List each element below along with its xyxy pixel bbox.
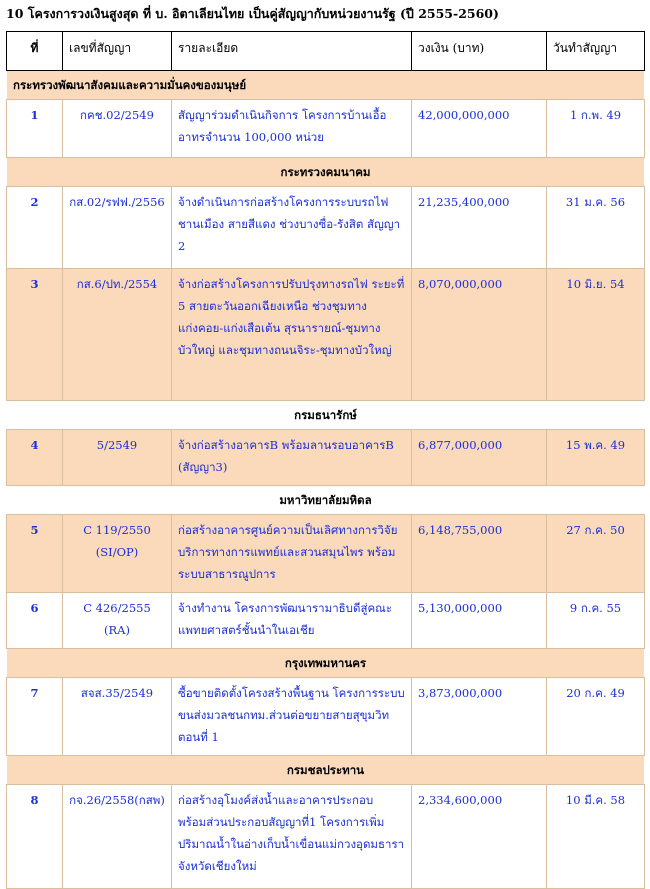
- table-row: [7, 187, 645, 269]
- row-number: 7: [7, 678, 63, 756]
- table-row: [7, 269, 645, 401]
- contract-date: 10 มิ.ย. 54: [547, 269, 645, 401]
- contract-detail: สัญญาร่วมดำเนินกิจการ โครงการบ้านเอื้ออาทรจำนวน 100,000 หน่วย: [172, 100, 412, 158]
- contract-date: 27 ก.ค. 50: [547, 515, 645, 593]
- column-header-amount: วงเงิน (บาท): [412, 32, 547, 71]
- contract-number: กคช.02/2549: [63, 100, 172, 158]
- group-row: [7, 401, 645, 430]
- page-title: 10 โครงการวงเงินสูงสุด ที่ บ. อิตาเลียนไทย เป็นคู่สัญญากับหน่วยงานรัฐ (ปี 2555-2560): [6, 6, 499, 21]
- contract-number: กจ.26/2558(กสพ): [63, 785, 172, 889]
- contract-amount: 6,877,000,000: [412, 430, 547, 486]
- contract-detail: ก่อสร้างอาคารศูนย์ความเป็นเลิศทางการวิจัยบริการทางการแพทย์และสวนสมุนไพร พร้อมระบบสาธารณูปการ: [172, 515, 412, 593]
- contract-amount: 3,873,000,000: [412, 678, 547, 756]
- contract-date: 31 ม.ค. 56: [547, 187, 645, 269]
- contract-number: กส.6/ปท./2554: [63, 269, 172, 401]
- contract-date: 10 มี.ค. 58: [547, 785, 645, 889]
- group-row: [7, 756, 645, 785]
- contract-amount: 6,148,755,000: [412, 515, 547, 593]
- column-header-contract: เลขที่สัญญา: [63, 32, 172, 71]
- group-row: [7, 71, 645, 100]
- group-name: มหาวิทยาลัยมหิดล: [7, 486, 645, 515]
- contract-detail: จ้างทำงาน โครงการพัฒนารามาธิบดีสู่คณะแพทยศาสตร์ชั้นนำในเอเชีย: [172, 593, 412, 649]
- column-header-date: วันทำสัญญา: [547, 32, 645, 71]
- contract-number: 5/2549: [63, 430, 172, 486]
- group-name: กรมชลประทาน: [7, 756, 645, 785]
- row-number: 6: [7, 593, 63, 649]
- row-number: 3: [7, 269, 63, 401]
- contract-detail: จ้างก่อสร้างอาคารB พร้อมลานรอบอาคารB (สัญญา3): [172, 430, 412, 486]
- contract-date: 15 พ.ค. 49: [547, 430, 645, 486]
- table-row: [7, 430, 645, 486]
- group-row: [7, 158, 645, 187]
- contract-detail: จ้างก่อสร้างโครงการปรับปรุงทางรถไฟ ระยะที่ 5 สายตะวันออกเฉียงเหนือ ช่วงชุมทางแก่งคอย-แก่งเสือเต้น สุรนารายณ์-ชุมทางบัวใหญ่ และชุมทางถนนจิระ-ชุมทางบัวใหญ่: [172, 269, 412, 401]
- table-row: [7, 515, 645, 593]
- contract-detail: จ้างดำเนินการก่อสร้างโครงการระบบรถไฟชานเมือง สายสีแดง ช่วงบางซื่อ-รังสิต สัญญา 2: [172, 187, 412, 269]
- contract-number: กส.02/รฟฟ./2556: [63, 187, 172, 269]
- contract-amount: 2,334,600,000: [412, 785, 547, 889]
- table-header-row: [7, 32, 645, 71]
- table-row: [7, 785, 645, 889]
- contract-detail: ก่อสร้างอุโมงค์ส่งน้ำและอาคารประกอบ พร้อมส่วนประกอบสัญญาที่1 โครงการเพิ่มปริมาณน้ำในอ่างเก็บน้ำเขื่อนแม่กวงอุดมธารา จังหวัดเชียงใหม่: [172, 785, 412, 889]
- group-row: [7, 649, 645, 678]
- contract-amount: 8,070,000,000: [412, 269, 547, 401]
- table-row: [7, 678, 645, 756]
- contract-number: C 119/2550 (SI/OP): [63, 515, 172, 593]
- group-row: [7, 486, 645, 515]
- group-name: กรมธนารักษ์: [7, 401, 645, 430]
- group-name: กรุงเทพมหานคร: [7, 649, 645, 678]
- row-number: 8: [7, 785, 63, 889]
- contract-number: สจส.35/2549: [63, 678, 172, 756]
- row-number: 2: [7, 187, 63, 269]
- column-header-detail: รายละเอียด: [172, 32, 412, 71]
- table-row: [7, 593, 645, 649]
- contract-amount: 42,000,000,000: [412, 100, 547, 158]
- contract-date: 9 ก.ค. 55: [547, 593, 645, 649]
- contract-amount: 5,130,000,000: [412, 593, 547, 649]
- table-row: [7, 100, 645, 158]
- contract-amount: 21,235,400,000: [412, 187, 547, 269]
- row-number: 5: [7, 515, 63, 593]
- contracts-table: [6, 31, 645, 889]
- column-header-no: ที่: [7, 32, 63, 71]
- contract-date: 20 ก.ค. 49: [547, 678, 645, 756]
- row-number: 4: [7, 430, 63, 486]
- group-name: กระทรวงพัฒนาสังคมและความมั่นคงของมนุษย์: [7, 71, 645, 100]
- contract-number: C 426/2555 (RA): [63, 593, 172, 649]
- contract-date: 1 ก.พ. 49: [547, 100, 645, 158]
- group-name: กระทรวงคมนาคม: [7, 158, 645, 187]
- contract-detail: ซื้อขายติดตั้งโครงสร้างพื้นฐาน โครงการระบบขนส่งมวลชนกทม.ส่วนต่อขยายสายสุขุมวิท ตอนที่ 1: [172, 678, 412, 756]
- row-number: 1: [7, 100, 63, 158]
